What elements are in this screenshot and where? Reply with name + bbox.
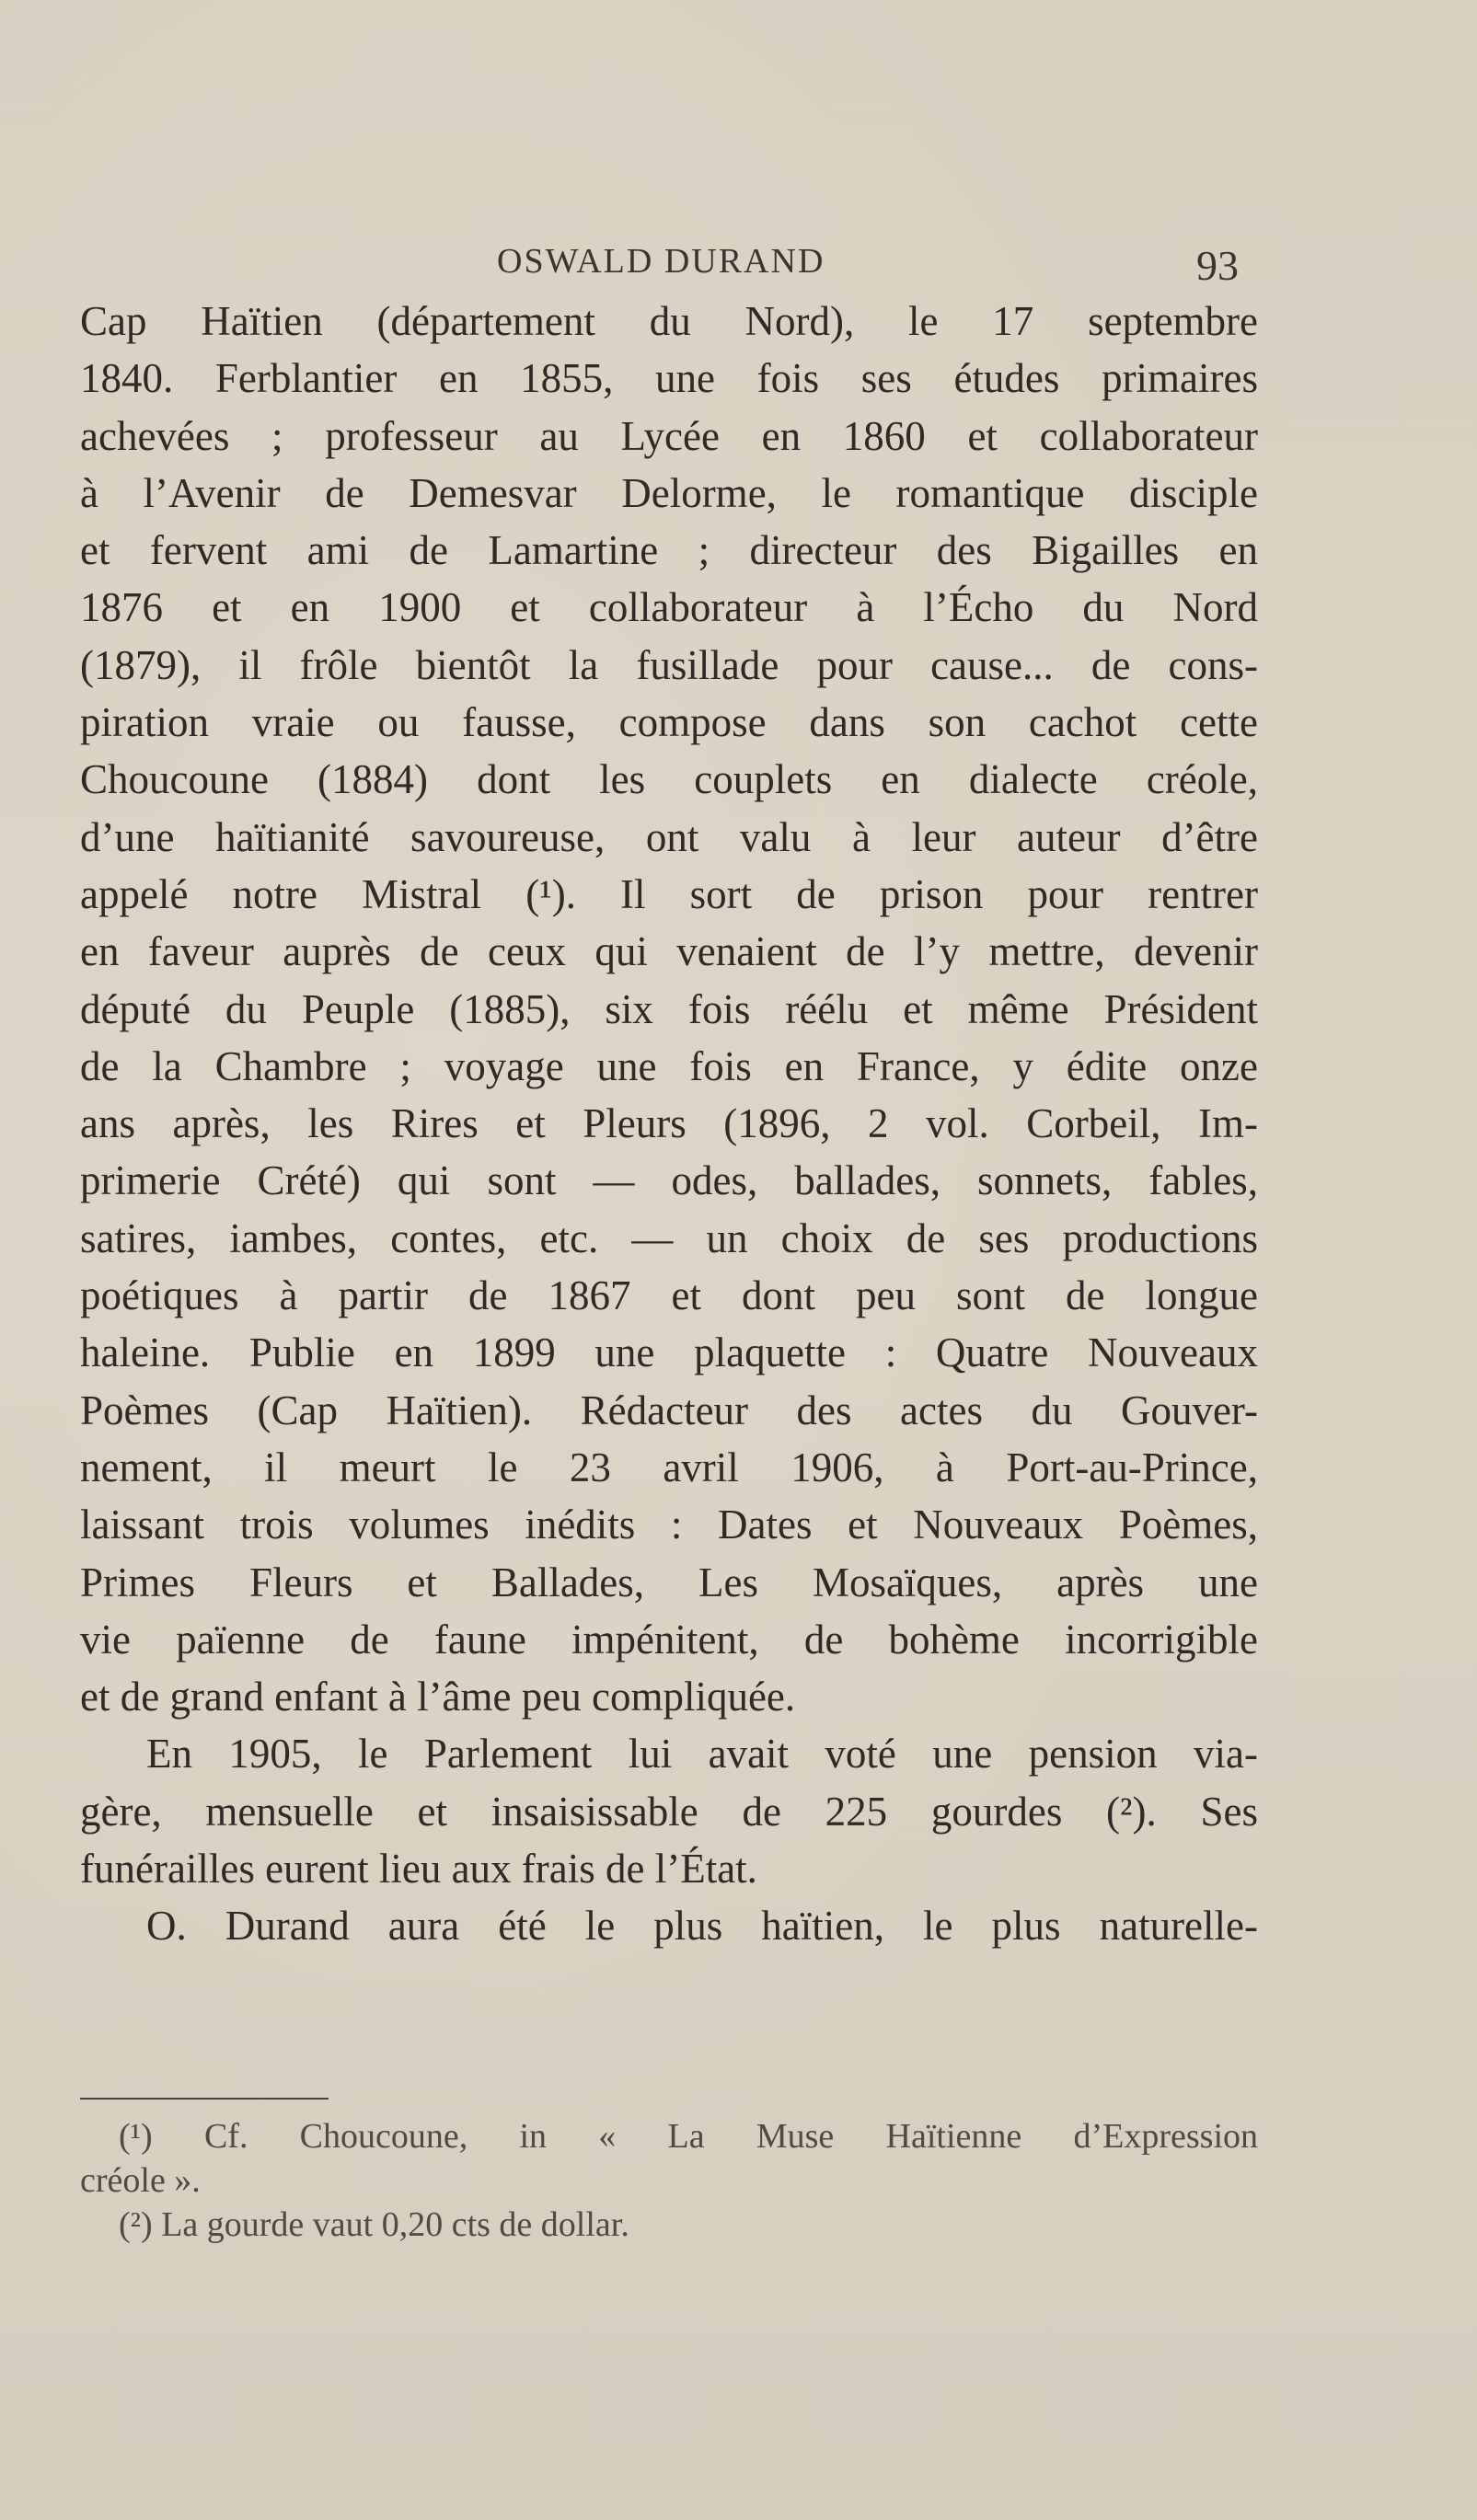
text-line: vie païenne de faune impénitent, de bohème incorrigible [80,1616,1258,1663]
text-line: laissant trois volumes inédits : Dates et Nouveaux Poèmes, [80,1502,1258,1548]
text-line: nement, il meurt le 23 avril 1906, à Port-au-Prince, [80,1444,1258,1490]
text-line: funérailles eurent lieu aux frais de l’État. [80,1846,757,1893]
text-line: d’une haïtianité savoureuse, ont valu à leur auteur d’être [80,813,1258,860]
text-line: Primes Fleurs et Ballades, Les Mosaïques, après une [80,1559,1258,1605]
page-number: 93 [1196,242,1239,289]
text-line: haleine. Publie en 1899 une plaquette : Quatre Nouveaux [80,1329,1258,1376]
text-line: de la Chambre ; voyage une fois en France, y édite onze [80,1042,1258,1089]
text-line: 1876 et en 1900 et collaborateur à l’Écho du Nord [80,584,1258,631]
running-title: OSWALD DURAND [497,242,825,281]
text-line: en faveur auprès de ceux qui venaient de l’y mettre, devenir [80,928,1258,975]
text-line: (1879), il frôle bientôt la fusillade pour cause... de cons- [80,641,1258,688]
text-line: Poèmes (Cap Haïtien). Rédacteur des actes du Gouver- [80,1387,1258,1433]
text-line: satires, iambes, contes, etc. — un choix de ses productions [80,1214,1258,1261]
footnote-2: (²) La gourde vaut 0,20 cts de dollar. [119,2205,629,2244]
text-line: 1840. Ferblantier en 1855, une fois ses études primaires [80,355,1258,402]
footnotes [80,2114,1258,2247]
text-line-paragraph-start: O. Durand aura été le plus haïtien, le plus naturelle- [146,1903,1258,1950]
text-line: appelé notre Mistral (¹). Il sort de prison pour rentrer [80,870,1258,917]
text-line: député du Peuple (1885), six fois réélu et même Président [80,985,1258,1032]
text-line: et fervent ami de Lamartine ; directeur des Bigailles en [80,527,1258,574]
text-line: achevées ; professeur au Lycée en 1860 et collaborateur [80,412,1258,459]
text-line: primerie Crété) qui sont — odes, ballades, sonnets, fables, [80,1157,1258,1204]
footnote-1: (¹) Cf. Choucoune, in « La Muse Haïtienne d’Expression [119,2117,1258,2156]
text-line: Choucoune (1884) dont les couplets en dialecte créole, [80,756,1258,803]
text-line: gère, mensuelle et insaisissable de 225 gourdes (²). Ses [80,1788,1258,1835]
body-text [80,293,1258,1955]
text-line: piration vraie ou fausse, compose dans son cachot cette [80,699,1258,746]
text-line: et de grand enfant à l’âme peu compliquée. [80,1674,796,1720]
text-line: Cap Haïtien (département du Nord), le 17 septembre [80,298,1258,344]
footnote-divider [80,2098,329,2100]
footnote-1-continuation: créole ». [80,2161,201,2200]
text-line: poétiques à partir de 1867 et dont peu sont de longue [80,1272,1258,1319]
text-line: à l’Avenir de Demesvar Delorme, le romantique disciple [80,469,1258,516]
text-line-paragraph-start: En 1905, le Parlement lui avait voté une pension via- [146,1731,1258,1778]
text-line: ans après, les Rires et Pleurs (1896, 2 vol. Corbeil, Im- [80,1100,1258,1147]
